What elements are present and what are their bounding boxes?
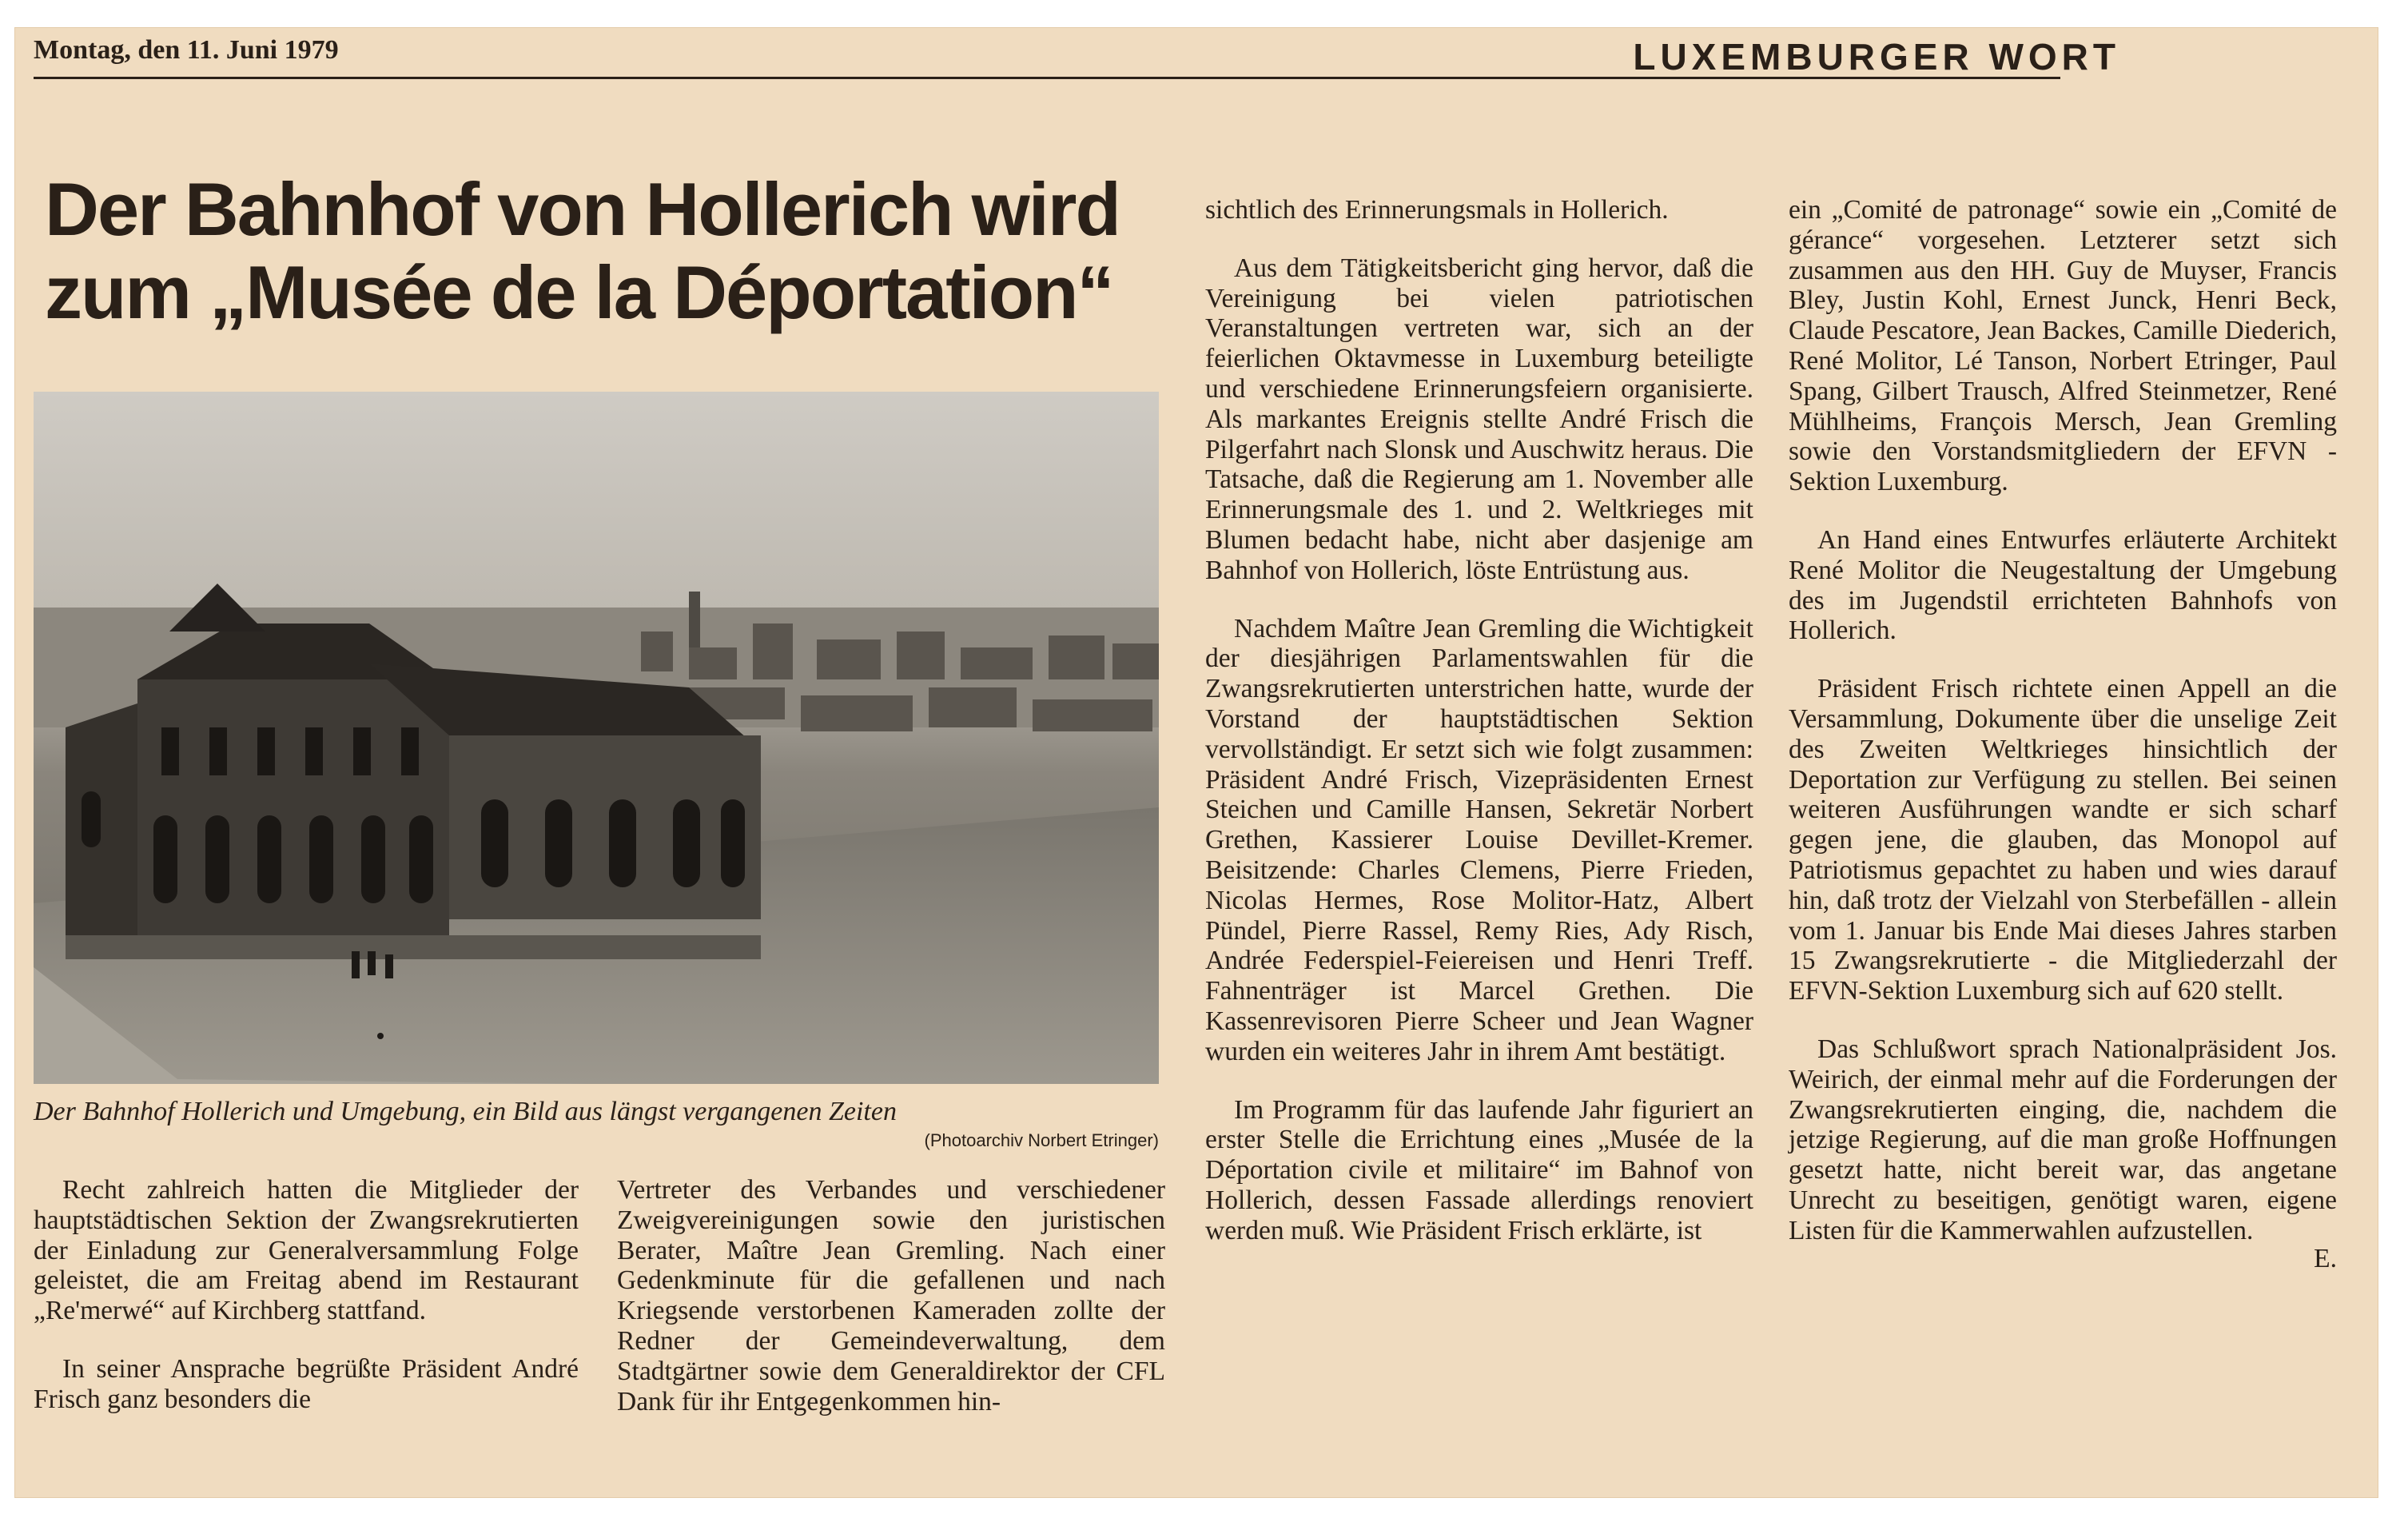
paragraph: Recht zahlreich hatten die Mitglieder der hauptstädtischen Sektion der Zwangsrekrutierten der Einladung zur Generalversammlung Folge geleistet, die am Freitag abend im Restaurant „Re'merwé“ auf Kirchberg stattfand. bbox=[34, 1175, 579, 1326]
paragraph: Nachdem Maître Jean Gremling die Wichtigkeit der diesjährigen Parlamentswahlen für die Zwangsrekrutierten unterstrichen hatte, wurde der Vorstand der hauptstädtischen Sektion vervollständigt. Er setzt sich wie folgt zusammen: Präsident André Frisch, Vizepräsidenten Ernest Steichen und Camille Hansen, Sekretär Norbert Grethen, Kassierer Louise Devillet-Kremer. Beisitzende: Charles Clemens, Pierre Frieden, Nicolas Hermes, Rose Molitor-Hatz, Albert Pündel, Pierre Rassel, Remy Ries, Ady Risch, Andrée Federspiel-Feiereisen und Henri Treff. Fahnenträger ist Marcel Grethen. Die Kassenrevisoren Pierre Scheer und Jean Wagner wurden ein weiteres Jahr in ihrem Amt bestätigt. bbox=[1205, 613, 1753, 1066]
paragraph: Präsident Frisch richtete einen Appell an die Versammlung, Dokumente über die unselige Zeit des Zweiten Weltkrieges hinsichtlich der Deportation zur Verfügung zu stellen. Bei seinen weiteren Ausführungen wandte er sich scharf gegen jene, die glauben, das Monopol auf Patriotismus gepachtet zu haben und wies darauf hin, daß trotz der Vielzahl von Sterbefällen - allein vom 1. Januar bis Ende Mai dieses Jahres starben 15 Zwangsrekrutierte - die Mitgliederzahl der EFVN-Sektion Luxemburg sich auf 620 stellt. bbox=[1789, 674, 2337, 1006]
header-rule bbox=[34, 77, 2060, 79]
photo-credit: (Photoarchiv Norbert Etringer) bbox=[924, 1130, 1159, 1150]
author-initial: E. bbox=[2314, 1243, 2337, 1273]
article-column-1 bbox=[34, 1175, 579, 1415]
article-column-4 bbox=[1789, 195, 2337, 1274]
paragraph: Vertreter des Verbandes und verschiedener Zweigvereinigungen sowie den juristischen Berater, Maître Jean Gremling. Nach einer Gedenkminute für die gefallenen und nach Kriegsende verstorbenen Kameraden zollte der Redner der Gemeindeverwaltung, dem Stadtgärtner sowie dem Generaldirektor der CFL Dank für ihr Entgegenkommen hin- bbox=[617, 1175, 1165, 1416]
issue-date: Montag, den 11. Juni 1979 bbox=[34, 35, 339, 65]
masthead: LUXEMBURGER WORT bbox=[1633, 36, 2120, 78]
paragraph: sichtlich des Erinnerungsmals in Hollerich. bbox=[1205, 195, 1669, 225]
photo-caption: Der Bahnhof Hollerich und Umgebung, ein Bild aus längst vergangenen Zeiten bbox=[34, 1097, 897, 1126]
headline-line-1: Der Bahnhof von Hollerich wird bbox=[45, 167, 1120, 251]
headline bbox=[45, 168, 1180, 334]
article-column-2 bbox=[617, 1175, 1165, 1416]
paragraph: Im Programm für das laufende Jahr figuriert an erster Stelle die Errichtung eines „Musée de la Déportation civile et militaire“ im Bahnof von Hollerich, dessen Fassade allerdings renoviert werden muß. Wie Präsident Frisch erklärte, ist bbox=[1205, 1094, 1753, 1245]
station-photo-image bbox=[34, 392, 1159, 1084]
paragraph: ein „Comité de patronage“ sowie ein „Comité de gérance“ vorgesehen. Letzterer setzt sich zusammen aus den HH. Guy de Muyser, Francis Bley, Justin Kohl, Ernest Junck, Henri Beck, Claude Pescatore, Jean Backes, Camille Diederich, René Molitor, Lé Tanson, Norbert Etringer, Paul Spang, Gilbert Trausch, Alfred Steinmetzer, René Mühlheims, François Mersch, Jean Gremling sowie den Vorstandsmitgliedern der EFVN - Sektion Luxemburg. bbox=[1789, 195, 2337, 497]
paragraph: Das Schlußwort sprach Nationalpräsident Jos. Weirich, der einmal mehr auf die Forderungen der Zwangsrekrutierten einging, die, nachdem die jetzige Regierung, auf die man große Hoffnungen gesetzt hatte, nicht bereit war, das angetane Unrecht zu beseitigen, genötigt waren, eigene Listen für die Kammerwahlen aufzustellen. bbox=[1789, 1034, 2337, 1245]
paragraph: In seiner Ansprache begrüßte Präsident André Frisch ganz besonders die bbox=[34, 1353, 579, 1414]
scan-margin bbox=[2378, 27, 2408, 1498]
headline-line-2: zum „Musée de la Déportation“ bbox=[45, 250, 1113, 334]
paragraph: Aus dem Tätigkeitsbericht ging hervor, daß die Vereinigung bei vielen patriotischen Veranstaltungen vertreten war, sich an der feierlichen Oktavmesse in Luxemburg beteiligte und verschiedene Erinnerungsfeiern organisierte. Als markantes Ereignis stellte André Frisch die Pilgerfahrt nach Slonsk und Auschwitz heraus. Die Tatsache, daß die Regierung am 1. November alle Erinnerungsmale des 1. und 2. Weltkrieges mit Blumen bedacht habe, nicht aber dasjenige am Bahnhof von Hollerich, löste Entrüstung aus. bbox=[1205, 253, 1753, 585]
paragraph: An Hand eines Entwurfes erläuterte Architekt René Molitor die Neugestaltung der Umgebung des im Jugendstil errichteten Bahnhofs von Hollerich. bbox=[1789, 524, 2337, 646]
station-photo bbox=[34, 392, 1159, 1084]
article-column-3 bbox=[1205, 195, 1753, 1246]
